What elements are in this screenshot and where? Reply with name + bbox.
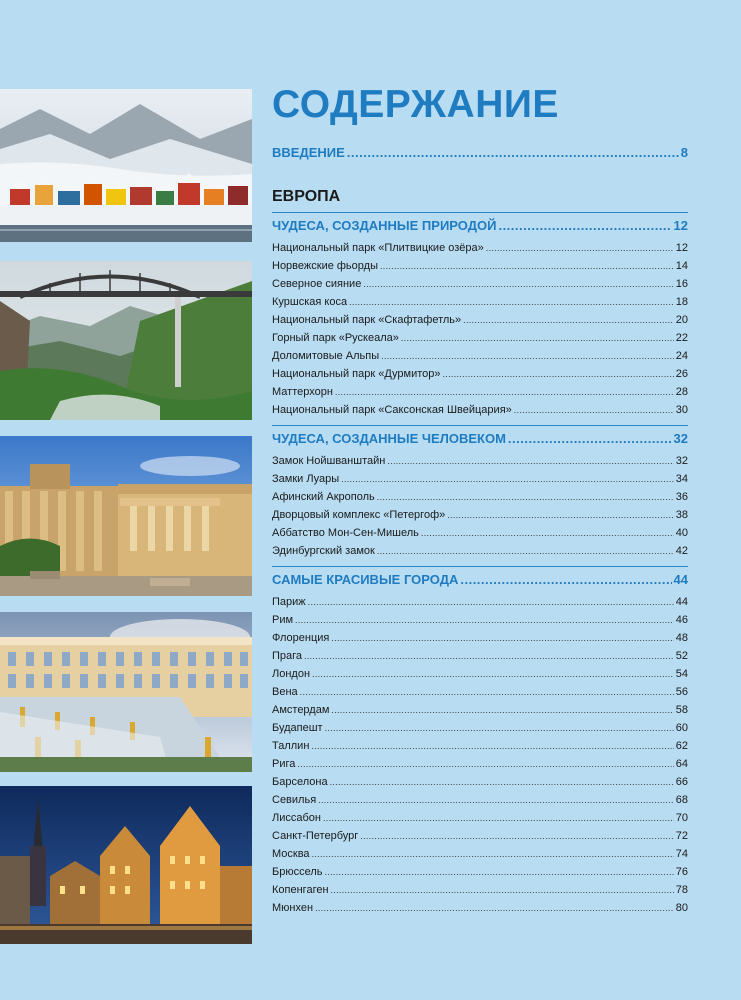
photo-snowy-village xyxy=(0,89,252,242)
leader-dots xyxy=(297,755,673,773)
leader-dots xyxy=(325,719,674,737)
toc-item[interactable] xyxy=(272,347,688,365)
toc-item-page: 14 xyxy=(675,260,688,272)
toc-item[interactable] xyxy=(272,542,688,560)
toc-item-page: 76 xyxy=(675,866,688,878)
leader-dots xyxy=(387,452,673,470)
toc-item-page: 40 xyxy=(675,527,688,539)
toc-item[interactable] xyxy=(272,899,688,917)
toc-item[interactable] xyxy=(272,293,688,311)
toc-item-label: Национальный парк «Скафтафетль» xyxy=(272,314,462,326)
toc-item[interactable] xyxy=(272,845,688,863)
toc-item-label: Дворцовый комплекс «Петергоф» xyxy=(272,509,446,521)
toc-item-label: Париж xyxy=(272,596,306,608)
section-title: ЧУДЕСА, СОЗДАННЫЕ ПРИРОДОЙ xyxy=(272,218,497,233)
photo-riga-night xyxy=(0,786,252,944)
toc-item[interactable] xyxy=(272,488,688,506)
leader-dots xyxy=(401,329,674,347)
page-title: СОДЕРЖАНИЕ xyxy=(272,83,559,126)
toc-item-page: 22 xyxy=(675,332,688,344)
table-of-contents xyxy=(272,78,688,923)
leader-dots xyxy=(463,311,674,329)
toc-item-page: 16 xyxy=(675,278,688,290)
toc-item-page: 24 xyxy=(675,350,688,362)
leader-dots xyxy=(318,791,674,809)
toc-item-page: 26 xyxy=(675,368,688,380)
toc-item-label: Замок Нойшванштайн xyxy=(272,455,386,467)
toc-item-label: Национальный парк «Плитвицкие озёра» xyxy=(272,242,484,254)
toc-item-page: 52 xyxy=(675,650,688,662)
toc-item[interactable] xyxy=(272,524,688,542)
toc-section-heading[interactable] xyxy=(272,212,688,239)
toc-item-label: Горный парк «Рускеала» xyxy=(272,332,399,344)
leader-dots xyxy=(381,347,674,365)
toc-item-label: Будапешт xyxy=(272,722,323,734)
toc-intro-page: 8 xyxy=(680,145,688,160)
toc-section-heading[interactable] xyxy=(272,566,688,593)
toc-item-label: Таллин xyxy=(272,740,310,752)
leader-dots xyxy=(312,665,674,683)
leader-dots xyxy=(323,809,674,827)
toc-item[interactable] xyxy=(272,470,688,488)
toc-item-label: Флоренция xyxy=(272,632,330,644)
toc-item-label: Национальный парк «Дурмитор» xyxy=(272,368,441,380)
toc-section-heading[interactable] xyxy=(272,425,688,452)
toc-item-label: Куршская коса xyxy=(272,296,348,308)
region-heading: ЕВРОПА xyxy=(272,188,341,205)
toc-item[interactable] xyxy=(272,257,688,275)
toc-item-page: 58 xyxy=(675,704,688,716)
toc-item-label: Барселона xyxy=(272,776,328,788)
leader-dots xyxy=(347,142,679,164)
toc-item-page: 12 xyxy=(675,242,688,254)
leader-dots xyxy=(295,611,674,629)
toc-section-cities xyxy=(272,566,688,917)
toc-item[interactable] xyxy=(272,365,688,383)
toc-item[interactable] xyxy=(272,329,688,347)
section-page: 44 xyxy=(673,572,688,587)
toc-item-page: 38 xyxy=(675,509,688,521)
toc-item-label: Амстердам xyxy=(272,704,330,716)
toc-intro[interactable] xyxy=(272,142,688,164)
toc-item-label: Вена xyxy=(272,686,298,698)
toc-item[interactable] xyxy=(272,629,688,647)
toc-item-label: Норвежские фьорды xyxy=(272,260,378,272)
toc-item[interactable] xyxy=(272,647,688,665)
toc-item-page: 68 xyxy=(675,794,688,806)
toc-item-page: 18 xyxy=(675,296,688,308)
leader-dots xyxy=(447,506,674,524)
toc-item-page: 28 xyxy=(675,386,688,398)
photo-peterhof xyxy=(0,612,252,772)
toc-item-label: Москва xyxy=(272,848,310,860)
leader-dots xyxy=(377,488,674,506)
leader-dots xyxy=(308,593,674,611)
leader-dots xyxy=(325,863,674,881)
leader-dots xyxy=(380,257,674,275)
toc-item-page: 30 xyxy=(675,404,688,416)
toc-item-page: 64 xyxy=(675,758,688,770)
toc-item-page: 60 xyxy=(675,722,688,734)
leader-dots xyxy=(508,426,672,452)
leader-dots xyxy=(315,899,674,917)
toc-item-page: 66 xyxy=(675,776,688,788)
toc-item-page: 20 xyxy=(675,314,688,326)
toc-item-label: Мюнхен xyxy=(272,902,314,914)
toc-item[interactable] xyxy=(272,737,688,755)
toc-item-label: Рим xyxy=(272,614,294,626)
toc-item-label: Аббатство Мон-Сен-Мишель xyxy=(272,527,419,539)
leader-dots xyxy=(331,701,673,719)
toc-item-page: 78 xyxy=(675,884,688,896)
toc-section-man-made xyxy=(272,425,688,560)
photo-acropolis xyxy=(0,436,252,596)
toc-item-label: Афинский Акрополь xyxy=(272,491,375,503)
toc-item-page: 36 xyxy=(675,491,688,503)
section-title: ЧУДЕСА, СОЗДАННЫЕ ЧЕЛОВЕКОМ xyxy=(272,431,506,446)
toc-item[interactable] xyxy=(272,275,688,293)
leader-dots xyxy=(486,239,674,257)
leader-dots xyxy=(312,845,674,863)
toc-item-label: Маттерхорн xyxy=(272,386,333,398)
section-page: 32 xyxy=(673,431,688,446)
toc-item-label: Брюссель xyxy=(272,866,323,878)
toc-item[interactable] xyxy=(272,827,688,845)
leader-dots xyxy=(331,881,674,899)
toc-item[interactable] xyxy=(272,506,688,524)
toc-item-label: Лондон xyxy=(272,668,311,680)
leader-dots xyxy=(330,773,674,791)
toc-item-label: Санкт-Петербург xyxy=(272,830,359,842)
leader-dots xyxy=(360,827,673,845)
toc-item[interactable] xyxy=(272,881,688,899)
toc-item[interactable] xyxy=(272,773,688,791)
toc-section-nature xyxy=(272,212,688,419)
toc-item-label: Прага xyxy=(272,650,303,662)
toc-item-page: 70 xyxy=(675,812,688,824)
leader-dots xyxy=(335,383,674,401)
toc-item[interactable] xyxy=(272,683,688,701)
toc-item-label: Копенгаген xyxy=(272,884,329,896)
toc-item[interactable] xyxy=(272,593,688,611)
toc-item-page: 48 xyxy=(675,632,688,644)
leader-dots xyxy=(300,683,674,701)
toc-item-page: 34 xyxy=(675,473,688,485)
toc-item[interactable] xyxy=(272,719,688,737)
leader-dots xyxy=(421,524,674,542)
photo-mountain-bridge xyxy=(0,261,252,420)
toc-item[interactable] xyxy=(272,239,688,257)
toc-item-label: Эдинбургский замок xyxy=(272,545,375,557)
toc-item-label: Замки Луары xyxy=(272,473,340,485)
leader-dots xyxy=(460,567,671,593)
toc-item[interactable] xyxy=(272,809,688,827)
toc-item[interactable] xyxy=(272,665,688,683)
toc-item[interactable] xyxy=(272,701,688,719)
toc-item[interactable] xyxy=(272,401,688,419)
toc-item[interactable] xyxy=(272,311,688,329)
toc-item-label: Лиссабон xyxy=(272,812,321,824)
toc-item-page: 46 xyxy=(675,614,688,626)
toc-intro-label: ВВЕДЕНИЕ xyxy=(272,145,345,160)
leader-dots xyxy=(377,542,674,560)
toc-item-page: 62 xyxy=(675,740,688,752)
leader-dots xyxy=(514,401,674,419)
section-title: САМЫЕ КРАСИВЫЕ ГОРОДА xyxy=(272,572,459,587)
toc-item-page: 56 xyxy=(675,686,688,698)
leader-dots xyxy=(363,275,673,293)
leader-dots xyxy=(341,470,674,488)
toc-item[interactable] xyxy=(272,863,688,881)
leader-dots xyxy=(498,213,671,239)
toc-item-label: Рига xyxy=(272,758,296,770)
toc-item-page: 42 xyxy=(675,545,688,557)
leader-dots xyxy=(311,737,673,755)
section-page: 12 xyxy=(673,218,688,233)
toc-item-page: 80 xyxy=(675,902,688,914)
toc-item-label: Доломитовые Альпы xyxy=(272,350,380,362)
toc-item-page: 32 xyxy=(675,455,688,467)
toc-item[interactable] xyxy=(272,383,688,401)
toc-item[interactable] xyxy=(272,452,688,470)
toc-item-page: 44 xyxy=(675,596,688,608)
toc-item-label: Национальный парк «Саксонская Швейцария» xyxy=(272,404,512,416)
toc-item-label: Севилья xyxy=(272,794,317,806)
toc-item-page: 54 xyxy=(675,668,688,680)
leader-dots xyxy=(331,629,673,647)
leader-dots xyxy=(349,293,674,311)
toc-item[interactable] xyxy=(272,791,688,809)
toc-item-label: Северное сияние xyxy=(272,278,362,290)
toc-item-page: 72 xyxy=(675,830,688,842)
toc-item-page: 74 xyxy=(675,848,688,860)
toc-item[interactable] xyxy=(272,611,688,629)
toc-item[interactable] xyxy=(272,755,688,773)
leader-dots xyxy=(443,365,674,383)
leader-dots xyxy=(304,647,674,665)
